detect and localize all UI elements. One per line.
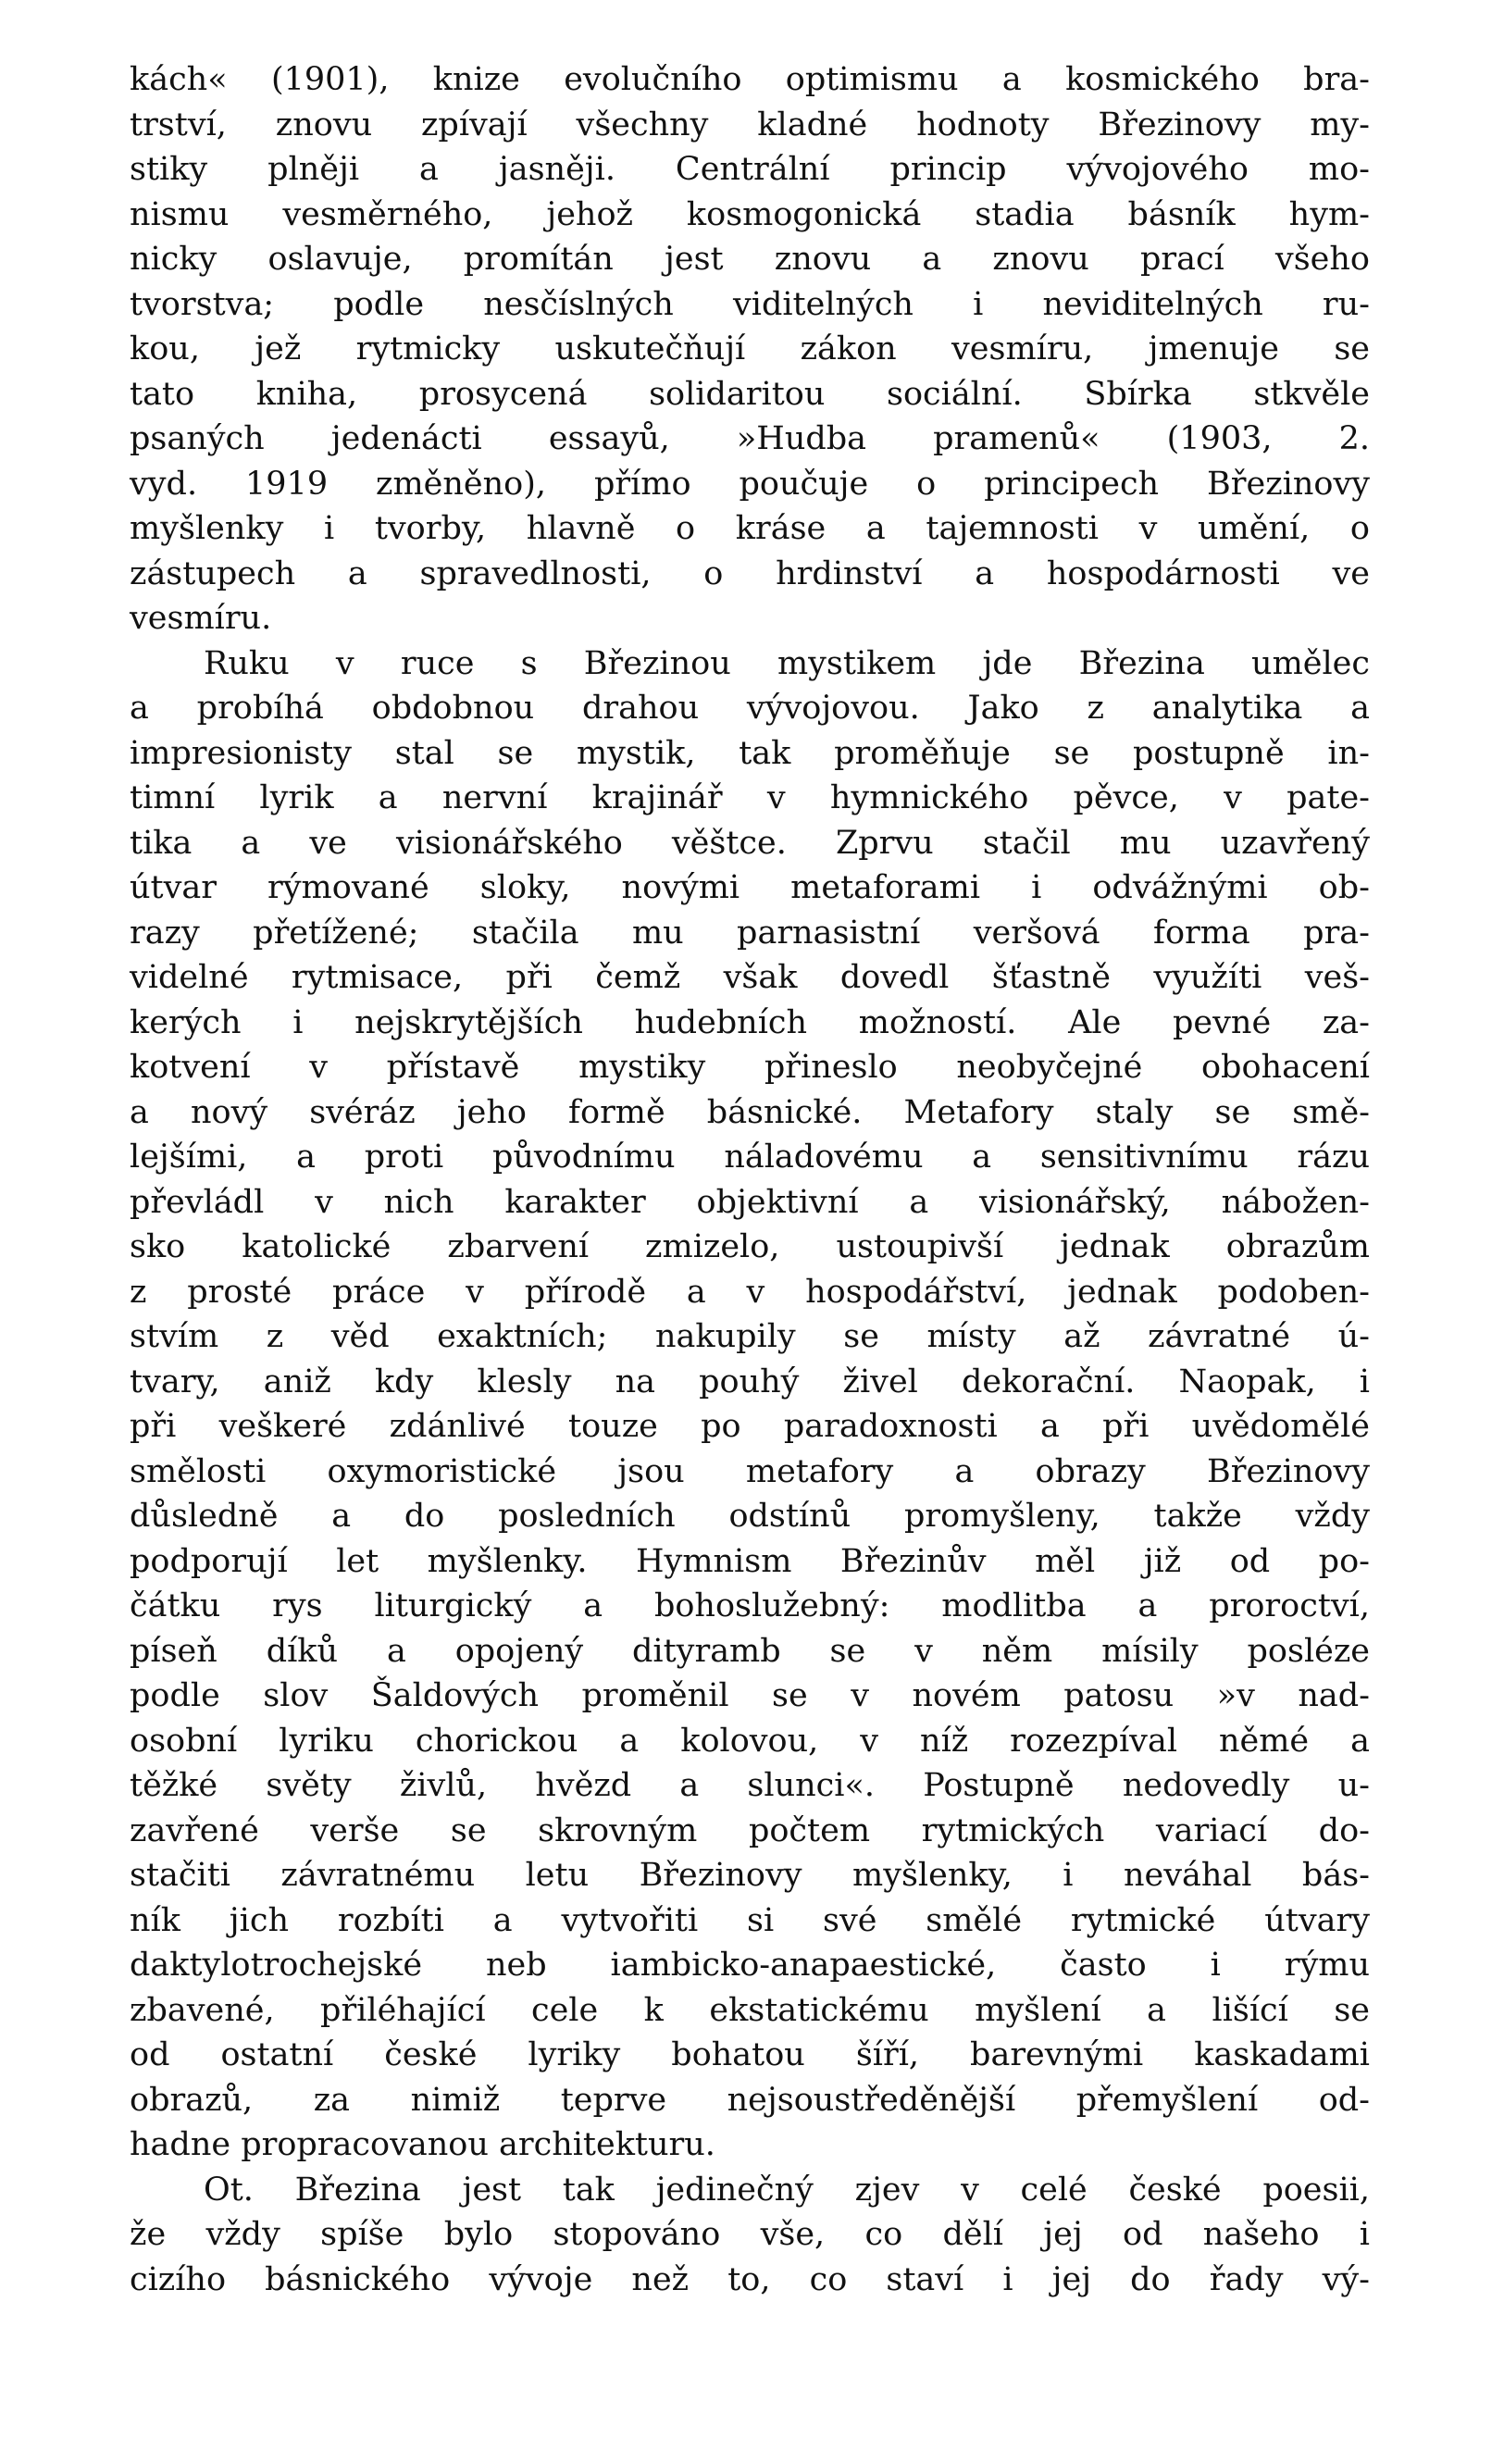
paragraph-3	[130, 2168, 1370, 2303]
text-line: timní lyrik a nervní krajinář v hymnického pěvce, v pate-	[130, 779, 1370, 816]
text-line: kerých i nejskrytějších hudebních možností. Ale pevné za-	[130, 1003, 1370, 1041]
text-line: kách« (1901), knize evolučního optimismu a kosmického bra-	[130, 61, 1370, 98]
text-line: kotvení v přístavě mystiky přineslo neobyčejné obohacení	[130, 1049, 1370, 1086]
text-line: že vždy spíše bylo stopováno vše, co dělí jej od našeho i	[130, 2216, 1370, 2253]
document-page	[130, 57, 1370, 2302]
text-line: těžké světy živlů, hvězd a slunci«. Postupně nedovedly u-	[130, 1767, 1370, 1804]
text-line: tika a ve visionářského věštce. Zprvu stačil mu uzavřený	[130, 824, 1370, 862]
text-line: myšlenky i tvorby, hlavně o kráse a tajemnosti v umění, o	[130, 510, 1370, 547]
paragraph-2	[130, 641, 1370, 2168]
text-line: stvím z věd exaktních; nakupily se místy až závratné ú-	[130, 1318, 1370, 1355]
text-line: zavřené verše se skrovným počtem rytmických variací do-	[130, 1811, 1370, 1849]
text-line: útvar rýmované sloky, novými metaforami i odvážnými ob-	[130, 869, 1370, 906]
paragraph-1	[130, 57, 1370, 641]
text-line: obrazů, za nimiž teprve nejsoustředěnější přemyšlení od-	[130, 2081, 1370, 2119]
text-line: cizího básnického vývoje než to, co staví i jej do řady vý-	[130, 2260, 1370, 2298]
text-line: a nový svéráz jeho formě básnické. Metafory staly se smě-	[130, 1093, 1370, 1131]
text-line: převládl v nich karakter objektivní a visionářský, nábožen-	[130, 1183, 1370, 1221]
text-line: důsledně a do posledních odstínů promyšleny, takže vždy	[130, 1498, 1370, 1535]
text-line: a probíhá obdobnou drahou vývojovou. Jako z analytika a	[130, 690, 1370, 727]
text-line: čátku rys liturgický a bohoslužebný: modlitba a proroctví,	[130, 1587, 1370, 1624]
text-line: Ruku v ruce s Březinou mystikem jde Březina umělec	[204, 644, 1370, 682]
text-line: při veškeré zdánlivé touze po paradoxnosti a při uvědomělé	[130, 1408, 1370, 1445]
text-line: hadne propracovanou architekturu.	[130, 2126, 715, 2163]
text-line: nismu vesměrného, jehož kosmogonická stadia básník hym-	[130, 195, 1370, 233]
text-line: psaných jedenácti essayů, »Hudba pramenů« (1903, 2.	[130, 420, 1370, 457]
text-line: zbavené, přiléhající cele k ekstatickému myšlení a lišící se	[130, 1991, 1370, 2029]
text-line: razy přetížené; stačila mu parnasistní veršová forma pra-	[130, 914, 1370, 952]
text-line: videlné rytmisace, při čemž však dovedl šťastně využíti veš-	[130, 959, 1370, 996]
text-line: kou, jež rytmicky uskutečňují zákon vesmíru, jmenuje se	[130, 330, 1370, 367]
text-line: sko katolické zbarvení zmizelo, ustoupivší jednak obrazům	[130, 1228, 1370, 1265]
text-line: impresionisty stal se mystik, tak proměňuje se postupně in-	[130, 734, 1370, 772]
text-line: podporují let myšlenky. Hymnism Březinův měl již od po-	[130, 1542, 1370, 1580]
text-line: stačiti závratnému letu Březinovy myšlenky, i neváhal bás-	[130, 1857, 1370, 1894]
text-line: tvary, aniž kdy klesly na pouhý živel dekorační. Naopak, i	[130, 1363, 1370, 1400]
text-line: podle slov Šaldových proměnil se v novém patosu »v nad-	[130, 1677, 1370, 1714]
text-line: stiky plněji a jasněji. Centrální princip vývojového mo-	[130, 151, 1370, 188]
text-line: tvorstva; podle nesčíslných viditelných i neviditelných ru-	[130, 285, 1370, 323]
text-line: od ostatní české lyriky bohatou šíří, barevnými kaskadami	[130, 2036, 1370, 2073]
text-line: z prosté práce v přírodě a v hospodářství, jednak podoben-	[130, 1273, 1370, 1311]
text-line: daktylotrochejské neb iambicko-anapaestické, často i rýmu	[130, 1947, 1370, 1984]
text-line: zástupech a spravedlnosti, o hrdinství a hospodárnosti ve	[130, 554, 1370, 592]
text-line: trství, znovu zpívají všechny kladné hodnoty Březinovy my-	[130, 106, 1370, 143]
text-line: vyd. 1919 změněno), přímo poučuje o principech Březinovy	[130, 465, 1370, 503]
text-line: Ot. Březina jest tak jedinečný zjev v celé české poesii,	[204, 2171, 1370, 2209]
text-line: nicky oslavuje, promítán jest znovu a znovu prací všeho	[130, 241, 1370, 278]
text-line: smělosti oxymoristické jsou metafory a obrazy Březinovy	[130, 1452, 1370, 1490]
text-line: ník jich rozbíti a vytvořiti si své smělé rytmické útvary	[130, 1901, 1370, 1939]
text-line: lejšími, a proti původnímu náladovému a sensitivnímu rázu	[130, 1139, 1370, 1176]
text-line: vesmíru.	[130, 600, 272, 637]
text-line: píseň díků a opojený dityramb se v něm mísily posléze	[130, 1632, 1370, 1670]
text-line: tato kniha, prosycená solidaritou sociální. Sbírka stkvěle	[130, 375, 1370, 413]
text-line: osobní lyriku chorickou a kolovou, v níž rozezpíval němé a	[130, 1722, 1370, 1760]
